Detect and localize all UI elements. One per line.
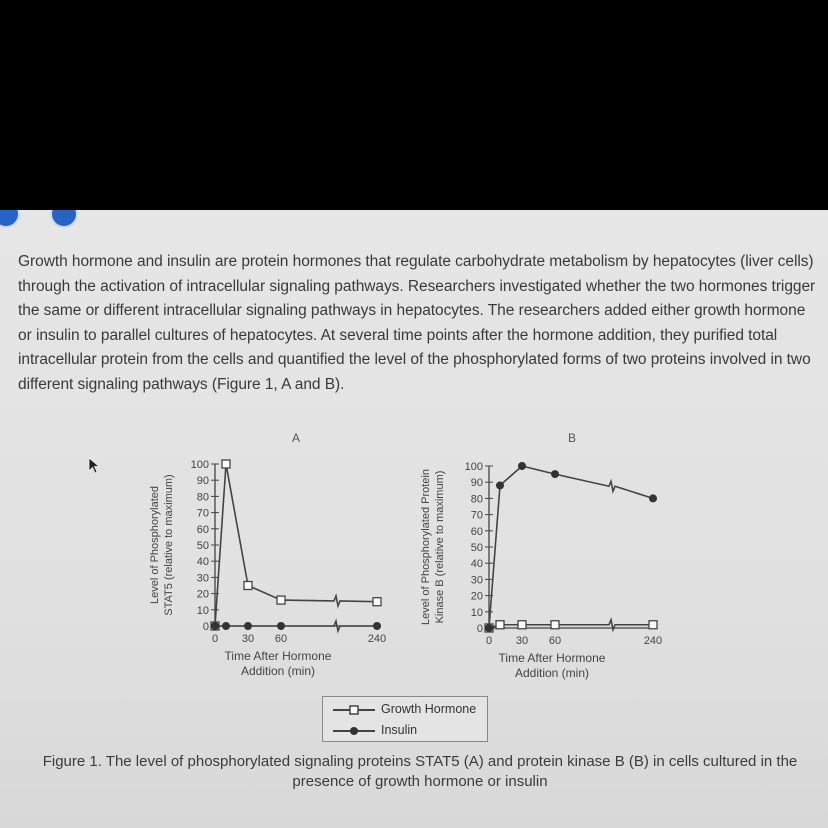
legend-item-growth-hormone [331, 701, 477, 719]
y-tick-label: 70 [196, 507, 209, 520]
black-background-top [0, 0, 828, 210]
chart-panel-letter: B [567, 432, 577, 445]
data-point-circle [373, 622, 381, 630]
y-tick-label: 50 [470, 542, 483, 554]
data-point-square [277, 596, 285, 604]
data-point-circle [244, 622, 252, 630]
chart-legend [322, 696, 488, 742]
y-tick-label: 0 [202, 621, 209, 633]
y-tick-label: 20 [196, 588, 209, 601]
x-tick-label: 60 [548, 635, 562, 647]
x-axis-title: Time After Hormone [224, 649, 332, 663]
y-tick-label: 40 [196, 556, 209, 569]
chart-a [145, 432, 405, 692]
x-axis-title: Addition (min) [514, 666, 590, 680]
y-tick-label: 10 [470, 606, 483, 619]
question-passage: Growth hormone and insulin are protein hormones that regulate carbohydrate metabolism by hepatocytes (liver cells) through the activation of intracellular signaling pathways. Researchers investigated whether the two hormones trigger the same or different intracellular signaling pathways in hepatocytes. The researchers added either growth hormone or insulin to parallel cultures of hepatocytes. At several time points after the hormone addition, they purified total intracellular protein from the cells and quantified the level of the phosphorylated forms of two proteins involved in two different signaling pathways (Figure 1, A and B). [18, 253, 816, 393]
y-tick-label: 100 [464, 461, 483, 473]
data-point-square [244, 582, 252, 590]
y-tick-label: 60 [470, 525, 483, 538]
y-tick-label: 50 [196, 540, 209, 552]
y-tick-label: 100 [190, 459, 209, 471]
filled-circle-marker-icon [331, 722, 379, 740]
data-point-circle [211, 622, 219, 630]
data-point-square [649, 621, 657, 629]
y-tick-label: 80 [470, 493, 483, 506]
y-axis-title: Level of Phosphorylated Protein [420, 469, 432, 625]
y-tick-label: 70 [470, 509, 483, 522]
data-point-circle [551, 470, 559, 478]
y-tick-label: 0 [476, 623, 483, 635]
toolbar-button-icon[interactable] [0, 210, 20, 228]
x-axis-title: Addition (min) [240, 664, 316, 678]
y-tick-label: 10 [196, 604, 209, 617]
y-axis-title: Level of Phosphorylated [149, 485, 161, 605]
arrow-cursor-icon [88, 457, 102, 480]
question-sheet [0, 210, 828, 828]
x-tick-label: 240 [643, 635, 663, 647]
y-tick-label: 90 [196, 475, 209, 488]
legend-label-growth-hormone: Growth Hormone [381, 702, 477, 716]
x-tick-label: 0 [485, 635, 493, 647]
x-tick-label: 0 [211, 633, 219, 645]
chart-panel-letter: A [291, 432, 301, 445]
data-point-circle [277, 622, 285, 630]
data-point-circle [485, 624, 493, 632]
series-line [489, 466, 653, 628]
y-tick-label: 30 [196, 572, 209, 585]
data-point-square [373, 598, 381, 606]
toolbar-button-icon[interactable] [50, 210, 78, 228]
chart-b [415, 432, 675, 692]
data-point-square [551, 621, 559, 629]
data-point-circle [222, 622, 230, 630]
data-point-circle [649, 494, 657, 502]
data-point-square [496, 621, 504, 629]
series-line [215, 621, 377, 631]
y-tick-label: 40 [470, 558, 483, 571]
y-tick-label: 20 [470, 590, 483, 603]
x-axis-title: Time After Hormone [498, 651, 606, 665]
open-square-marker-icon [331, 701, 379, 719]
x-tick-label: 60 [274, 633, 288, 645]
legend-label-insulin: Insulin [381, 723, 418, 737]
y-tick-label: 30 [470, 574, 483, 587]
x-tick-label: 30 [241, 633, 255, 645]
figure-caption: Figure 1. The level of phosphorylated signaling proteins STAT5 (A) and protein kinase B (B) in cells cultured in the presence of growth hormone or insulin [42, 753, 798, 790]
x-tick-label: 30 [515, 635, 529, 647]
data-point-circle [518, 462, 526, 470]
data-point-square [518, 621, 526, 629]
x-tick-label: 240 [367, 633, 387, 645]
data-point-square [222, 460, 230, 468]
y-axis-title: Kinase B (relative to maximum) [434, 470, 446, 624]
y-tick-label: 60 [196, 523, 209, 536]
y-axis-title: STAT5 (relative to maximum) [163, 474, 175, 616]
legend-item-insulin [331, 722, 418, 740]
y-tick-label: 80 [196, 491, 209, 504]
y-tick-label: 90 [470, 477, 483, 490]
series-line [215, 464, 377, 626]
data-point-circle [496, 481, 504, 489]
